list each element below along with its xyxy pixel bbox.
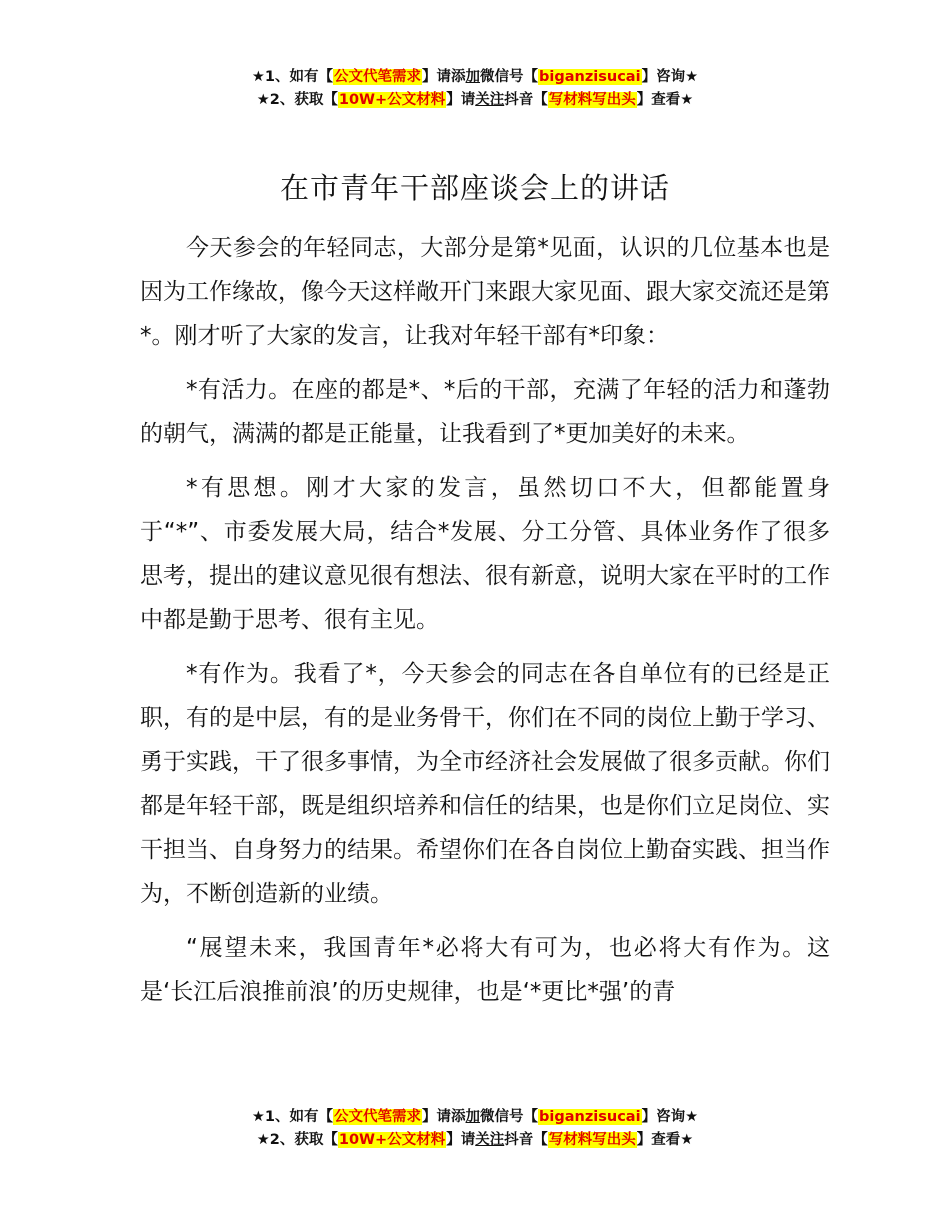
banner-highlight: 公文代笔需求	[334, 69, 422, 85]
banner-text: 】查看★	[636, 92, 694, 108]
banner-line-1	[0, 1106, 950, 1129]
banner-highlight: biganzisucai	[539, 69, 641, 85]
banner-text: 】咨询★	[641, 1109, 699, 1125]
banner-line-2	[0, 89, 950, 112]
banner-highlight: 10W+公文材料	[338, 1132, 446, 1148]
banner-text: 】请	[446, 92, 476, 108]
banner-text: 抖音【	[504, 1132, 548, 1148]
banner-highlight: 写材料写出头	[548, 92, 636, 108]
banner-line-2	[0, 1129, 950, 1152]
banner-text: 】请添	[422, 69, 466, 85]
paragraph-intro: 今天参会的年轻同志，大部分是第*见面，认识的几位基本也是因为工作缘故，像今天这样敞开门来跟大家见面、跟大家交流还是第*。刚才听了大家的发言，让我对年轻干部有*印象：	[140, 235, 830, 349]
paragraph-thought: *有思想。刚才大家的发言，虽然切口不大，但都能置身于“*”、市委发展大局，结合*发展、分工分管、具体业务作了很多思考，提出的建议意见很有想法、很有新意，说明大家在平时的工作中都是勤于思考、很有主见。	[140, 475, 830, 633]
banner-emphasis: 关注	[475, 1132, 505, 1148]
banner-text: 抖音【	[504, 92, 548, 108]
banner-text: ★1、如有【	[251, 69, 334, 85]
banner-emphasis: 加	[465, 69, 481, 85]
banner-text: ★1、如有【	[251, 1109, 334, 1125]
banner-highlight: biganzisucai	[539, 1109, 641, 1125]
banner-text: ★2、获取【	[256, 92, 338, 108]
banner-text: 】查看★	[636, 1132, 694, 1148]
banner-highlight: 写材料写出头	[548, 1132, 636, 1148]
banner-line-1	[0, 66, 950, 89]
paragraph-action: *有作为。我看了*，今天参会的同志在各自单位有的已经是正职，有的是中层，有的是业务骨干，你们在不同的岗位上勤于学习、勇于实践，干了很多事情，为全市经济社会发展做了很多贡献。你们都是年轻干部，既是组织培养和信任的结果，也是你们立足岗位、实干担当、自身努力的结果。希望你们在各自岗位上勤奋实践、担当作为，不断创造新的业绩。	[140, 661, 830, 907]
banner-highlight: 10W+公文材料	[338, 92, 446, 108]
banner-text: 】请添	[422, 1109, 466, 1125]
banner-emphasis: 关注	[475, 92, 505, 108]
document-title: 在市青年干部座谈会上的讲话	[279, 171, 670, 205]
banner-text: 】咨询★	[641, 69, 699, 85]
banner-text: 】请	[446, 1132, 476, 1148]
header-banner	[0, 66, 950, 112]
paragraph-vitality: *有活力。在座的都是*、*后的干部，充满了年轻的活力和蓬勃的朝气，满满的都是正能量，让我看到了*更加美好的未来。	[140, 377, 830, 447]
banner-highlight: 公文代笔需求	[334, 1109, 422, 1125]
document-body	[140, 226, 830, 1024]
banner-text: 微信号【	[480, 1109, 539, 1125]
banner-emphasis: 加	[465, 1109, 481, 1125]
banner-text: ★2、获取【	[256, 1132, 338, 1148]
paragraph-outlook: “展望未来，我国青年*必将大有可为，也必将大有作为。这是‘长江后浪推前浪’的历史规律，也是‘*更比*强’的青	[140, 935, 830, 1005]
footer-banner	[0, 1106, 950, 1152]
banner-text: 微信号【	[480, 69, 539, 85]
